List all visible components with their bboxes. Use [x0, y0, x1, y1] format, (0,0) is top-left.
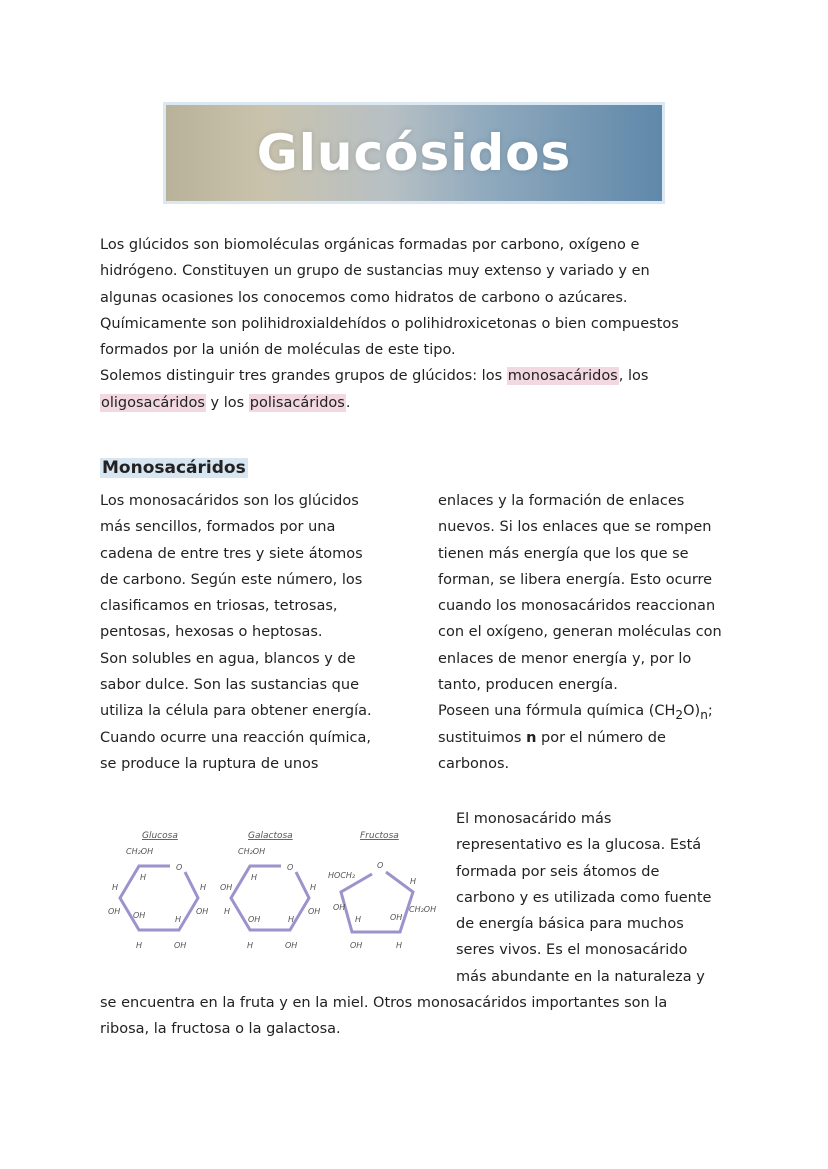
formula-line: [438, 698, 722, 724]
text-line: utiliza la célula para obtener energía.: [100, 703, 372, 720]
text-line: formada por seis átomos de: [456, 863, 660, 880]
text-line: cadena de entre tres y siete átomos: [100, 545, 363, 562]
highlight-oligosacaridos: oligosacáridos: [101, 394, 205, 411]
text-line: carbonos.: [438, 755, 510, 772]
text: n: [700, 708, 708, 723]
atom-label: H: [136, 941, 143, 950]
section-heading: Monosacáridos: [102, 458, 246, 478]
atom-label: H: [288, 915, 295, 924]
text-line: con el oxígeno, generan moléculas con: [438, 624, 722, 641]
highlight-polisacaridos: polisacáridos: [249, 394, 345, 411]
atom-label: CH₂OH: [126, 847, 154, 856]
text-line: formados por la unión de moléculas de este tipo.: [100, 342, 456, 359]
text-line: algunas ocasiones los conocemos como hidratos de carbono o azúcares.: [100, 289, 628, 306]
text-line: tienen más energía que los que se: [438, 545, 689, 562]
text-line: forman, se libera energía. Esto ocurre: [438, 571, 713, 588]
text-line: Los glúcidos son biomoléculas orgánicas formadas por carbono, oxígeno e: [100, 237, 640, 253]
text-line: representativo es la glucosa. Está: [456, 837, 702, 854]
text-line: se produce la ruptura de unos: [100, 755, 319, 772]
atom-label: O: [287, 863, 294, 872]
atom-label: H: [251, 873, 258, 882]
atom-label: H: [310, 883, 317, 892]
glucose-paragraph: [456, 806, 711, 990]
text-line: Cuando ocurre una reacción química,: [100, 729, 371, 746]
atom-label: H: [200, 883, 207, 892]
atom-label: H: [112, 883, 119, 892]
text-line: nuevos. Si los enlaces que se rompen: [438, 519, 712, 536]
text-line: de carbono. Según este número, los: [100, 571, 363, 588]
highlight-monosacaridos: monosacáridos: [507, 368, 618, 385]
text-line: más abundante en la naturaleza y: [456, 968, 705, 985]
text-line: enlaces de menor energía y, por lo: [438, 650, 692, 667]
atom-label: OH: [333, 903, 346, 912]
atom-label: O: [176, 863, 183, 872]
galactosa-label: Galactosa: [248, 831, 293, 841]
atom-label: OH: [196, 907, 209, 916]
atom-label: H: [247, 941, 254, 950]
atom-label: O: [377, 861, 384, 870]
text-line: Los monosacáridos son los glúcidos: [100, 493, 359, 509]
atom-label: H: [140, 873, 147, 882]
bottom-paragraph: [100, 990, 667, 1043]
monosaccharide-structures-diagram: [100, 810, 440, 960]
text-line: Son solubles en agua, blancos y de: [100, 650, 356, 667]
text: y los: [205, 394, 249, 411]
text: 2: [675, 708, 684, 723]
left-column: [100, 488, 372, 777]
glucosa-label: Glucosa: [142, 831, 178, 841]
atom-label: OH: [108, 907, 121, 916]
text-line: El monosacárido más: [456, 811, 612, 827]
text: .: [345, 394, 351, 411]
text-line: enlaces y la formación de enlaces: [438, 493, 685, 509]
text: Poseen una fórmula química (CH: [438, 703, 676, 720]
text-line: clasificamos en triosas, tetrosas,: [100, 598, 338, 615]
atom-label: OH: [220, 883, 233, 892]
text-line: sabor dulce. Son las sustancias que: [100, 677, 359, 694]
text-line: Químicamente son polihidroxialdehídos o polihidroxicetonas o bien compuestos: [100, 315, 679, 332]
text: por el número de: [536, 729, 666, 746]
formula-line-2: [438, 725, 722, 751]
text-line: tanto, producen energía.: [438, 677, 618, 694]
text-line: más sencillos, formados por una: [100, 519, 336, 536]
atom-label: H: [175, 915, 182, 924]
atom-label: H: [224, 907, 231, 916]
text: Solemos distinguir tres grandes grupos de glúcidos: los: [100, 368, 507, 385]
atom-label: H: [355, 915, 362, 924]
text: O): [683, 703, 701, 720]
text: n: [526, 729, 537, 746]
fructosa-label: Fructosa: [360, 831, 399, 841]
atom-label: OH: [174, 941, 187, 950]
atom-label: CH₂OH: [409, 905, 437, 914]
text-line: carbono y es utilizada como fuente: [456, 889, 712, 906]
text-line: seres vivos. Es el monosacárido: [456, 942, 688, 959]
atom-label: HOCH₂: [328, 871, 356, 880]
text-line: de energía básica para muchos: [456, 916, 684, 933]
groups-line-2: [100, 390, 679, 416]
text-line: hidrógeno. Constituyen un grupo de sustancias muy extenso y variado y en: [100, 263, 650, 280]
atom-label: OH: [390, 913, 403, 922]
groups-line: [100, 363, 679, 389]
atom-label: OH: [308, 907, 321, 916]
text: sustituimos: [438, 729, 527, 746]
atom-label: H: [396, 941, 403, 950]
atom-label: CH₂OH: [238, 847, 266, 856]
title-banner: [163, 102, 665, 204]
text-line: cuando los monosacáridos reaccionan: [438, 598, 716, 615]
text-line: se encuentra en la fruta y en la miel. Otros monosacáridos importantes son la: [100, 995, 668, 1011]
right-column: [438, 488, 722, 777]
text: ;: [707, 703, 713, 720]
atom-label: OH: [350, 941, 363, 950]
text: , los: [618, 368, 649, 385]
atom-label: OH: [133, 911, 146, 920]
atom-label: OH: [248, 915, 261, 924]
atom-label: H: [410, 877, 417, 886]
page-title: Glucósidos: [256, 124, 572, 182]
text-line: pentosas, hexosas o heptosas.: [100, 624, 323, 641]
intro-paragraph: [100, 232, 679, 416]
atom-label: OH: [285, 941, 298, 950]
text-line: ribosa, la fructosa o la galactosa.: [100, 1021, 341, 1038]
